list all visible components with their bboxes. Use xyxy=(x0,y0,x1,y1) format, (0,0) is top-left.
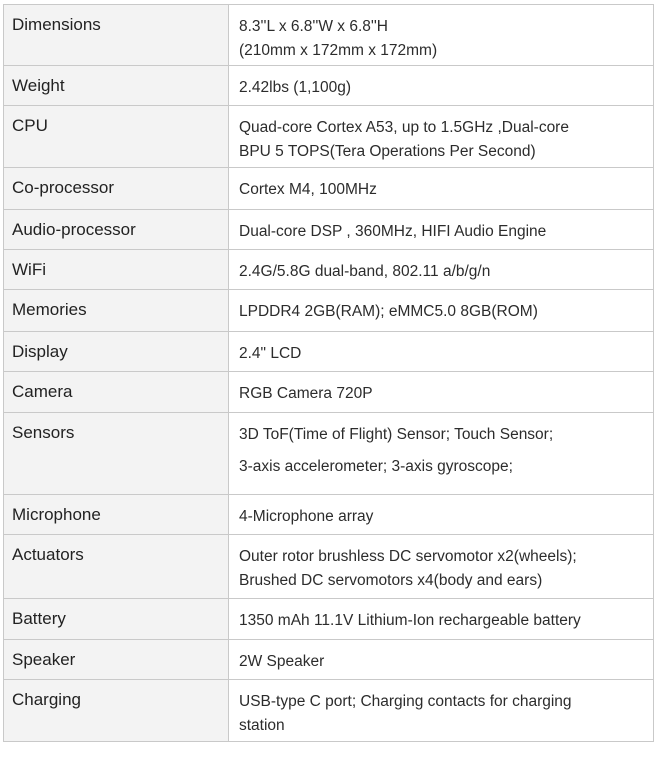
spec-value xyxy=(229,66,654,106)
spec-value xyxy=(229,250,654,290)
spec-value-line: LPDDR4 2GB(RAM); eMMC5.0 8GB(ROM) xyxy=(239,303,538,320)
spec-value-line: 2W Speaker xyxy=(239,653,325,670)
spec-value-line: Cortex M4, 100MHz xyxy=(239,181,377,198)
spec-label: Battery xyxy=(4,599,229,640)
spec-label: Audio-processor xyxy=(4,210,229,250)
spec-row-memories xyxy=(4,290,654,332)
spec-row-battery xyxy=(4,599,654,640)
spec-label: WiFi xyxy=(4,250,229,290)
spec-value-line: 1350 mAh 11.1V Lithium-Ion rechargeable battery xyxy=(239,612,581,629)
spec-row-co-processor xyxy=(4,168,654,210)
spec-value-line: (210mm x 172mm x 172mm) xyxy=(239,42,438,59)
spec-value xyxy=(229,290,654,332)
spec-value-line: 3-axis accelerometer; 3-axis gyroscope; xyxy=(239,458,513,475)
spec-value xyxy=(229,535,654,599)
spec-label: Memories xyxy=(4,290,229,332)
spec-value-line: Quad-core Cortex A53, up to 1.5GHz ,Dual-core xyxy=(239,119,569,136)
spec-row-weight xyxy=(4,66,654,106)
spec-row-dimensions xyxy=(4,5,654,66)
spec-label: Charging xyxy=(4,680,229,742)
spec-row-charging xyxy=(4,680,654,742)
spec-label: Co-processor xyxy=(4,168,229,210)
spec-row-speaker xyxy=(4,640,654,680)
spec-value-line: RGB Camera 720P xyxy=(239,385,373,402)
spec-label: Sensors xyxy=(4,413,229,495)
spec-value xyxy=(229,640,654,680)
spec-value xyxy=(229,332,654,372)
spec-value-line: BPU 5 TOPS(Tera Operations Per Second) xyxy=(239,143,536,160)
spec-row-actuators xyxy=(4,535,654,599)
spec-label: Display xyxy=(4,332,229,372)
spec-value xyxy=(229,168,654,210)
spec-value-line: 4-Microphone array xyxy=(239,508,374,525)
spec-label: Speaker xyxy=(4,640,229,680)
spec-value xyxy=(229,413,654,495)
spec-value xyxy=(229,495,654,535)
spec-value xyxy=(229,210,654,250)
spec-value-line: 8.3''L x 6.8''W x 6.8''H xyxy=(239,18,388,35)
spec-label: CPU xyxy=(4,106,229,168)
spec-value-line: Outer rotor brushless DC servomotor x2(wheels); xyxy=(239,548,577,565)
spec-table xyxy=(3,4,654,742)
spec-label: Microphone xyxy=(4,495,229,535)
spec-row-microphone xyxy=(4,495,654,535)
spec-row-camera xyxy=(4,372,654,413)
spec-value-line: Dual-core DSP , 360MHz, HIFI Audio Engine xyxy=(239,223,547,240)
spec-row-cpu xyxy=(4,106,654,168)
spec-value xyxy=(229,599,654,640)
spec-row-display xyxy=(4,332,654,372)
spec-value-line: station xyxy=(239,717,285,734)
spec-value-line: 2.42lbs (1,100g) xyxy=(239,79,352,96)
spec-row-sensors xyxy=(4,413,654,495)
spec-label: Dimensions xyxy=(4,5,229,66)
spec-label: Weight xyxy=(4,66,229,106)
spec-value-line: Brushed DC servomotors x4(body and ears) xyxy=(239,572,543,589)
spec-row-audio-processor xyxy=(4,210,654,250)
spec-value-line: 2.4" LCD xyxy=(239,345,302,362)
spec-value xyxy=(229,106,654,168)
spec-value xyxy=(229,5,654,66)
spec-value-line: USB-type C port; Charging contacts for charging xyxy=(239,693,572,710)
spec-row-wifi xyxy=(4,250,654,290)
spec-value xyxy=(229,372,654,413)
spec-value xyxy=(229,680,654,742)
spec-label: Camera xyxy=(4,372,229,413)
spec-value-line: 3D ToF(Time of Flight) Sensor; Touch Sensor; xyxy=(239,426,554,443)
spec-value-line: 2.4G/5.8G dual-band, 802.11 a/b/g/n xyxy=(239,263,491,280)
spec-label: Actuators xyxy=(4,535,229,599)
